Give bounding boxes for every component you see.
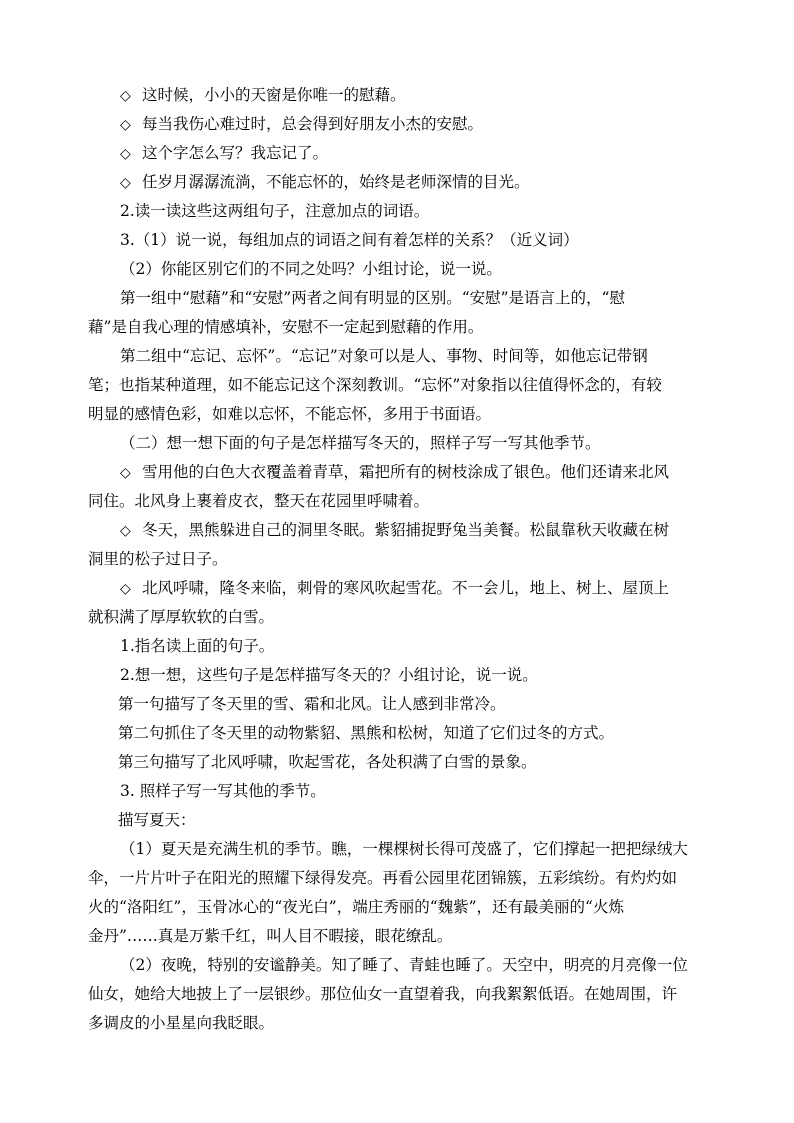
bullet-line (120, 520, 669, 541)
diamond-bullet-icon: ◇ (120, 117, 131, 133)
paragraph-line: 洞里的松子过日子。 (88, 550, 228, 568)
paragraph-line: 任岁月潺潺流淌，不能忘怀的，始终是老师深情的目光。 (142, 173, 530, 191)
paragraph-line: 第一句描写了冬天里的雪、霜和北风。让人感到非常冷。 (118, 695, 506, 713)
paragraph-line: 多调皮的小星星向我眨眼。 (88, 1014, 275, 1032)
bullet-line (120, 114, 483, 135)
diamond-bullet-icon: ◇ (120, 175, 131, 191)
paragraph-line: 每当我伤心难过时，总会得到好朋友小杰的安慰。 (142, 115, 484, 133)
paragraph-line: 明显的感情色彩，如难以忘怀，不能忘怀，多用于书面语。 (88, 405, 492, 423)
paragraph-line: 仙女，她给大地披上了一层银纱。那位仙女一直望着我，向我絮絮低语。在她周围，许 (88, 985, 678, 1003)
paragraph-line: 这个字怎么写？我忘记了。 (142, 144, 329, 162)
paragraph-line: 第二组中“忘记、忘怀”。“忘记”对象可以是人、事物、时间等，如他忘记带钢 (120, 347, 648, 365)
paragraph-line: 这时候，小小的天窗是你唯一的慰藉。 (142, 86, 406, 104)
paragraph-line: 藉”是自我心理的情感填补，安慰不一定起到慰藉的作用。 (88, 318, 484, 336)
diamond-bullet-icon: ◇ (120, 88, 131, 104)
paragraph-line: （1）夏天是充满生机的季节。瞧，一棵棵树长得可茂盛了，它们撑起一把把绿绒大 (120, 840, 688, 858)
paragraph-line: 3.（1）说一说，每组加点的词语之间有着怎样的关系？（近义词） (120, 231, 579, 249)
paragraph-line: 伞，一片片叶子在阳光的照耀下绿得发亮。再看公园里花团锦簇，五彩缤纷。有灼灼如 (88, 869, 678, 887)
paragraph-line: （2）你能区别它们的不同之处吗？小组讨论，说一说。 (120, 260, 502, 278)
paragraph-line: 金丹”……真是万紫千红，叫人目不暇接，眼花缭乱。 (88, 927, 453, 945)
paragraph-line: 第三句描写了北风呼啸，吹起雪花，各处积满了白雪的景象。 (118, 753, 537, 771)
paragraph-line: 北风呼啸，隆冬来临，刺骨的寒风吹起雪花。不一会儿，地上、树上、屋顶上 (142, 579, 670, 597)
paragraph-line: 2.读一读这些这两组句子，注意加点的词语。 (120, 202, 430, 220)
diamond-bullet-icon: ◇ (120, 523, 131, 539)
diamond-bullet-icon: ◇ (120, 465, 131, 481)
paragraph-line: 雪用他的白色大衣覆盖着青草，霜把所有的树枝涂成了银色。他们还请来北风 (142, 463, 670, 481)
paragraph-line: 同住。北风身上裹着皮衣，整天在花园里呼啸着。 (88, 492, 430, 510)
bullet-line (120, 462, 669, 483)
paragraph-line: 第一组中“慰藉”和“安慰”两者之间有明显的区别。“安慰”是语言上的，“慰 (120, 289, 625, 307)
section-heading: （二）想一想下面的句子是怎样描写冬天的，照样子写一写其他季节。 (120, 434, 601, 452)
diamond-bullet-icon: ◇ (120, 581, 131, 597)
paragraph-line: 笔；也指某种道理，如不能忘记这个深刻教训。“忘怀”对象指以往值得怀念的，有较 (88, 376, 662, 394)
paragraph-line: 3. 照样子写一写其他的季节。 (120, 782, 326, 800)
bullet-line (120, 578, 669, 599)
paragraph-line: 1.指名读上面的句子。 (120, 637, 275, 655)
paragraph-line: 就积满了厚厚软软的白雪。 (88, 608, 275, 626)
bullet-line (120, 172, 530, 193)
bullet-line (120, 143, 328, 164)
paragraph-line: 2.想一想，这些句子是怎样描写冬天的？小组讨论，说一说。 (120, 666, 538, 684)
paragraph-line: 第二句抓住了冬天里的动物紫貂、黑熊和松树，知道了它们过冬的方式。 (118, 724, 615, 742)
paragraph-line: 描写夏天： (118, 811, 196, 829)
paragraph-line: 火的“洛阳红”，玉骨冰心的“夜光白”，端庄秀丽的“魏紫”，还有最美丽的“火炼 (88, 898, 624, 916)
bullet-line (120, 85, 406, 106)
diamond-bullet-icon: ◇ (120, 146, 131, 162)
paragraph-line: 冬天，黑熊躲进自己的洞里冬眠。紫貂捕捉野兔当美餐。松鼠靠秋天收藏在树 (142, 521, 670, 539)
paragraph-line: （2）夜晚，特别的安谧静美。知了睡了、青蛙也睡了。天空中，明亮的月亮像一位 (120, 956, 688, 974)
